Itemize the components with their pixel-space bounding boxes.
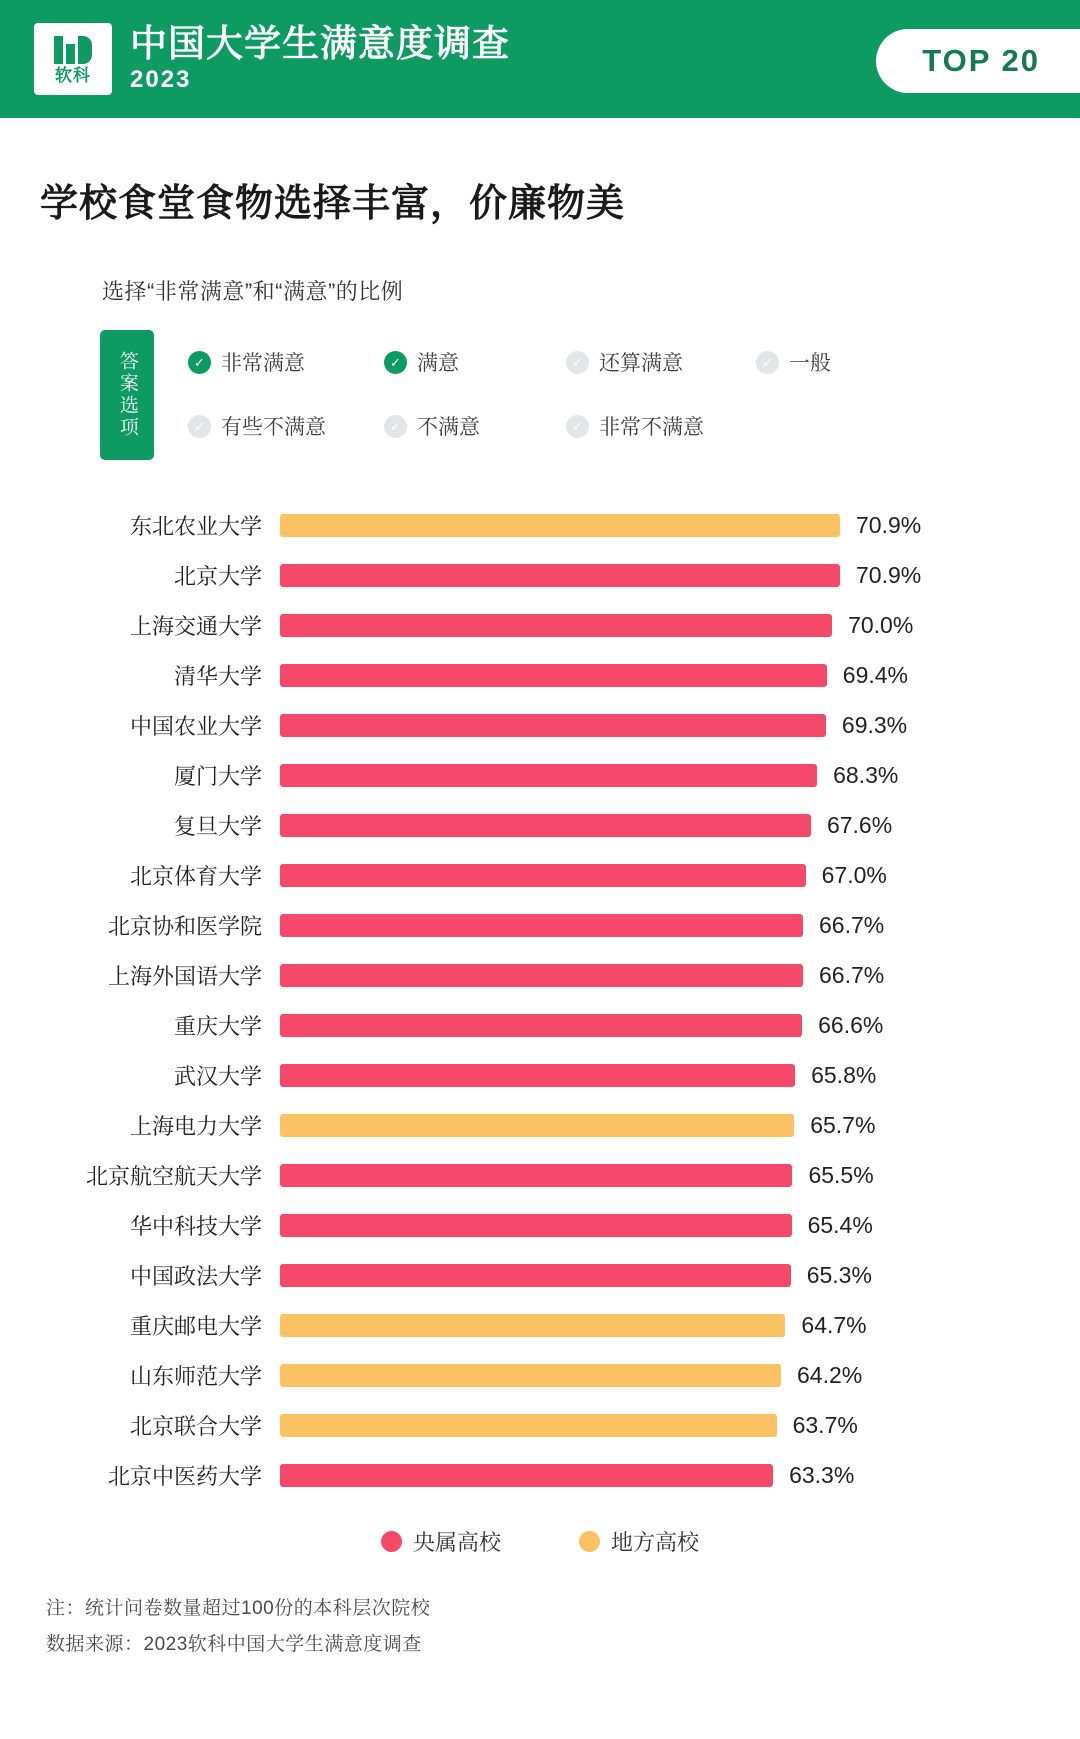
bar-category-label: 东北农业大学: [129, 513, 262, 539]
legend-color-dot-icon: [381, 1531, 402, 1552]
bar-category-label: 北京联合大学: [129, 1413, 262, 1439]
bar: [280, 614, 832, 637]
legend-item: [579, 1526, 699, 1557]
bar-value-label: 65.5%: [808, 1161, 874, 1188]
chart-subtitle: 选择“非常满意”和“满意”的比例: [102, 279, 404, 304]
bar-value-label: 64.2%: [797, 1361, 863, 1388]
bar-row: [40, 1150, 1040, 1200]
bar: [280, 564, 840, 587]
bar-value-label: 70.9%: [856, 561, 922, 588]
bar-value-label: 67.6%: [826, 811, 893, 838]
bar-chart: [40, 500, 1040, 1500]
option-label: 不满意: [417, 416, 480, 439]
bar-category-label: 北京中医药大学: [107, 1463, 262, 1489]
bar-row: [40, 600, 1040, 650]
option-very-satisfied[interactable]: [188, 330, 384, 394]
option-label: 一般: [789, 352, 831, 375]
bar-track: [280, 1300, 1040, 1350]
option-label: 非常满意: [221, 352, 305, 375]
option-fairly-satisfied[interactable]: [566, 330, 756, 394]
bar-value-label: 66.6%: [818, 1011, 884, 1038]
header-year: 2023: [130, 66, 192, 94]
bar-value-label: 65.7%: [810, 1111, 876, 1138]
bar-row: [40, 650, 1040, 700]
bar-category-label: 重庆大学: [173, 1013, 262, 1039]
note-line: 数据来源：2023软科中国大学生满意度调查: [46, 1634, 422, 1656]
check-circle-icon: ✓: [188, 415, 211, 438]
bar-value-label: 65.4%: [807, 1211, 873, 1238]
bar-category-label: 复旦大学: [173, 813, 262, 839]
bar: [280, 1164, 792, 1187]
bar-track: [280, 1250, 1040, 1300]
bar-track: [280, 1200, 1040, 1250]
option-label: 有些不满意: [221, 416, 326, 439]
option-dissatisfied[interactable]: [384, 394, 566, 458]
bar-category-label: 北京航空航天大学: [85, 1163, 262, 1189]
bar-track: [280, 850, 1040, 900]
legend-label: 地方高校: [611, 1530, 700, 1555]
bar: [280, 814, 811, 837]
bar: [280, 1214, 792, 1237]
bar-track: [280, 1350, 1040, 1400]
top-badge: TOP 20: [876, 29, 1080, 93]
bar-category-label: 北京大学: [173, 563, 262, 589]
note-line: 注：统计问卷数量超过100份的本科层次院校: [46, 1598, 431, 1619]
bar-track: [280, 900, 1040, 950]
legend-color-dot-icon: [579, 1531, 600, 1552]
answer-options-grid: [188, 330, 948, 458]
bar-track: [280, 650, 1040, 700]
bar: [280, 1464, 773, 1487]
bar-value-label: 67.0%: [821, 861, 887, 888]
bar-value-label: 66.7%: [819, 911, 885, 938]
bar: [280, 1264, 791, 1287]
bar-track: [280, 800, 1040, 850]
bar-track: [280, 550, 1040, 600]
bar: [280, 764, 817, 787]
bar-value-label: 66.7%: [819, 961, 885, 988]
page-header: [0, 0, 1080, 118]
bar-category-label: 上海电力大学: [129, 1113, 262, 1139]
bar-track: [280, 1000, 1040, 1050]
check-circle-icon: ✓: [756, 351, 779, 374]
bar: [280, 964, 803, 987]
bar-row: [40, 700, 1040, 750]
bar-track: [280, 600, 1040, 650]
bar: [280, 514, 840, 537]
bar-value-label: 63.7%: [792, 1411, 858, 1438]
option-label: 还算满意: [599, 352, 683, 375]
check-circle-icon: ✓: [566, 415, 589, 438]
bar-category-label: 厦门大学: [173, 763, 262, 789]
option-somewhat-dissatisfied[interactable]: [188, 394, 384, 458]
bar-category-label: 中国政法大学: [129, 1263, 262, 1289]
bar-category-label: 清华大学: [173, 663, 262, 689]
bar-track: [280, 950, 1040, 1000]
check-circle-icon: ✓: [566, 351, 589, 374]
bar-row: [40, 800, 1040, 850]
bar-track: [280, 1400, 1040, 1450]
chart-notes: [40, 1591, 1040, 1663]
bar-category-label: 武汉大学: [173, 1063, 262, 1089]
bar-category-label: 北京协和医学院: [107, 913, 262, 939]
ruanke-logo: [34, 23, 112, 95]
bar: [280, 1114, 794, 1137]
bar: [280, 1414, 777, 1437]
logo-text: 软科: [55, 66, 91, 85]
option-very-dissatisfied[interactable]: [566, 394, 756, 458]
legend-item: [381, 1526, 501, 1557]
bar-row: [40, 1050, 1040, 1100]
bar: [280, 1064, 795, 1087]
bar-row: [40, 500, 1040, 550]
bar-category-label: 上海交通大学: [129, 613, 262, 639]
bar-row: [40, 1300, 1040, 1350]
bar: [280, 664, 827, 687]
header-titles: [130, 24, 510, 95]
bar-row: [40, 1250, 1040, 1300]
bar: [280, 1314, 785, 1337]
bar: [280, 864, 806, 887]
option-satisfied[interactable]: [384, 330, 566, 394]
bar-value-label: 69.4%: [842, 661, 908, 688]
header-title: 中国大学生满意度调查: [130, 22, 510, 64]
bar: [280, 714, 826, 737]
bar-category-label: 上海外国语大学: [107, 963, 262, 989]
page-title: 学校食堂食物选择丰富，价廉物美: [40, 183, 626, 225]
bar-row: [40, 750, 1040, 800]
bar-track: [280, 1050, 1040, 1100]
bar: [280, 914, 803, 937]
check-circle-icon: ✓: [384, 351, 407, 374]
bar-track: [280, 750, 1040, 800]
bar-track: [280, 1450, 1040, 1500]
bar: [280, 1014, 802, 1037]
bar-value-label: 64.7%: [801, 1311, 867, 1338]
bar-row: [40, 850, 1040, 900]
bar-track: [280, 700, 1040, 750]
bar-value-label: 68.3%: [833, 761, 899, 788]
check-circle-icon: ✓: [384, 415, 407, 438]
chart-legend: [40, 1526, 1040, 1557]
option-label: 非常不满意: [599, 416, 704, 439]
bar-row: [40, 1450, 1040, 1500]
bar-row: [40, 1200, 1040, 1250]
bar-track: [280, 1100, 1040, 1150]
bar-category-label: 北京体育大学: [129, 863, 262, 889]
bar-row: [40, 1400, 1040, 1450]
logo-bars-icon: [54, 34, 92, 64]
bar-row: [40, 1350, 1040, 1400]
bar-value-label: 65.8%: [811, 1061, 877, 1088]
answer-options-tag: 答案选项: [100, 330, 154, 460]
answer-options: [100, 330, 1040, 460]
bar-row: [40, 1000, 1040, 1050]
content-area: [0, 172, 1080, 1663]
bar-category-label: 山东师范大学: [129, 1363, 262, 1389]
bar-value-label: 69.3%: [841, 711, 908, 738]
bar-value-label: 63.3%: [789, 1461, 855, 1488]
option-average[interactable]: [756, 330, 906, 394]
bar-row: [40, 1100, 1040, 1150]
bar-value-label: 70.9%: [856, 511, 922, 538]
bar: [280, 1364, 781, 1387]
check-circle-icon: ✓: [188, 351, 211, 374]
bar-category-label: 重庆邮电大学: [129, 1313, 262, 1339]
bar-category-label: 中国农业大学: [129, 713, 262, 739]
bar-track: [280, 500, 1040, 550]
bar-row: [40, 900, 1040, 950]
bar-track: [280, 1150, 1040, 1200]
bar-value-label: 65.3%: [806, 1261, 872, 1288]
legend-label: 央属高校: [412, 1530, 501, 1555]
bar-category-label: 华中科技大学: [129, 1213, 262, 1239]
bar-row: [40, 550, 1040, 600]
bar-row: [40, 950, 1040, 1000]
option-label: 满意: [417, 352, 459, 375]
bar-value-label: 70.0%: [848, 611, 914, 638]
